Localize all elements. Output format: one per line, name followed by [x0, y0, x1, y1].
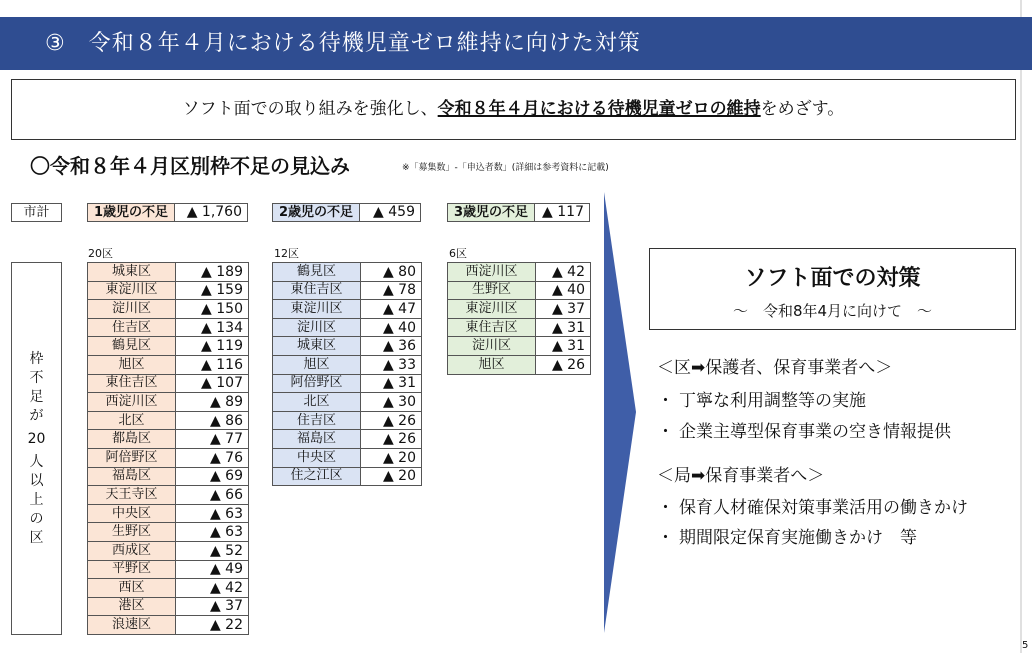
- ward-row: [88, 448, 249, 467]
- ward-row: [88, 616, 249, 635]
- vertical-label: [11, 262, 62, 635]
- ward-name: 東住吉区: [88, 374, 176, 393]
- ward-row: [88, 393, 249, 412]
- bullet-dot: ・: [657, 391, 674, 411]
- bullet-dot: ・: [657, 498, 674, 518]
- ward-name: 都島区: [88, 430, 176, 449]
- bullet-text: 丁寧な利用調整等の実施: [679, 391, 866, 411]
- bullet-text: 期間限定保育実施働きかけ 等: [679, 528, 917, 548]
- intro-before: ソフト面での取り組みを強化し、: [182, 99, 438, 119]
- intro-after: をめざす。: [760, 99, 845, 119]
- ward-name: 平野区: [88, 560, 176, 579]
- vertical-label-char: 枠: [29, 350, 44, 367]
- ward-row: [88, 467, 249, 486]
- shortage-value: ▲ 150: [176, 300, 249, 319]
- ward-row: [88, 430, 249, 449]
- shortage-value: ▲ 116: [176, 355, 249, 374]
- bullet-text: 企業主導型保育事業の空き情報提供: [679, 422, 951, 442]
- ward-row: [273, 263, 422, 282]
- shortage-value: ▲ 69: [176, 467, 249, 486]
- shortage-value: ▲ 30: [361, 393, 422, 412]
- ward-name: 鶴見区: [273, 263, 361, 282]
- bullet-item: [657, 493, 968, 518]
- age2-ward-count: 12区: [274, 247, 299, 260]
- vertical-label-char: 上: [29, 491, 44, 508]
- shortage-value: ▲ 20: [361, 467, 422, 486]
- vertical-label-char: 足: [29, 388, 44, 405]
- ward-row: [88, 355, 249, 374]
- ward-name: 東淀川区: [273, 300, 361, 319]
- shortage-value: ▲ 76: [176, 448, 249, 467]
- ward-row: [88, 597, 249, 616]
- intro-emphasis: 令和８年４月における待機児童ゼロの維持: [437, 99, 761, 119]
- age3-ward-table: [447, 262, 591, 375]
- shortage-value: ▲ 26: [361, 411, 422, 430]
- ward-name: 中央区: [273, 448, 361, 467]
- ward-name: 阿倍野区: [88, 448, 176, 467]
- ward-row: [448, 300, 591, 319]
- ward-row: [88, 411, 249, 430]
- ward-row: [88, 337, 249, 356]
- ward-name: 福島区: [88, 467, 176, 486]
- ward-row: [273, 467, 422, 486]
- ward-row: [88, 523, 249, 542]
- age1-ward-count: 20区: [88, 247, 113, 260]
- ward-row: [448, 355, 591, 374]
- group-header-bureau: ＜局➡保育事業者へ＞: [657, 466, 825, 486]
- shortage-value: ▲ 63: [176, 504, 249, 523]
- ward-row: [88, 504, 249, 523]
- shortage-value: ▲ 80: [361, 263, 422, 282]
- age2-ward-table: [272, 262, 422, 486]
- page-number: 5: [1022, 640, 1029, 651]
- shortage-value: ▲ 189: [176, 263, 249, 282]
- shortage-value: ▲ 119: [176, 337, 249, 356]
- ward-name: 鶴見区: [88, 337, 176, 356]
- intro-statement: [11, 79, 1016, 140]
- right-arrow-icon: [600, 190, 640, 635]
- city-total-label: 市計: [11, 203, 62, 222]
- shortage-value: ▲ 36: [361, 337, 422, 356]
- ward-row: [88, 560, 249, 579]
- ward-name: 北区: [273, 393, 361, 412]
- age2-label: 2歳児の不足: [272, 203, 360, 222]
- ward-name: 生野区: [448, 281, 536, 300]
- ward-row: [448, 281, 591, 300]
- ward-name: 淀川区: [448, 337, 536, 356]
- group-header-ward: ＜区➡保護者、保育事業者へ＞: [657, 358, 893, 378]
- bullet-item: [657, 386, 866, 411]
- ward-row: [88, 541, 249, 560]
- shortage-value: ▲ 31: [536, 337, 591, 356]
- vertical-label-char: 20: [27, 430, 46, 447]
- ward-row: [273, 374, 422, 393]
- page-title: ③ 令和８年４月における待機児童ゼロ維持に向けた対策: [45, 31, 641, 56]
- ward-name: 旭区: [273, 355, 361, 374]
- page-edge-rule: [1020, 0, 1022, 653]
- ward-name: 東住吉区: [273, 281, 361, 300]
- age1-total: ▲ 1,760: [174, 203, 248, 222]
- shortage-value: ▲ 134: [176, 318, 249, 337]
- vertical-label-char: の: [29, 510, 44, 527]
- ward-row: [88, 263, 249, 282]
- ward-name: 旭区: [448, 355, 536, 374]
- age3-ward-count: 6区: [449, 247, 467, 260]
- shortage-value: ▲ 66: [176, 486, 249, 505]
- shortage-value: ▲ 159: [176, 281, 249, 300]
- ward-row: [273, 448, 422, 467]
- age2-total: ▲ 459: [359, 203, 421, 222]
- age3-label: 3歳児の不足: [447, 203, 535, 222]
- vertical-label-char: が: [29, 407, 44, 424]
- bullet-dot: ・: [657, 422, 674, 442]
- shortage-value: ▲ 52: [176, 541, 249, 560]
- ward-name: 城東区: [273, 337, 361, 356]
- shortage-value: ▲ 20: [361, 448, 422, 467]
- age1-ward-table: [87, 262, 249, 635]
- ward-row: [88, 486, 249, 505]
- ward-name: 旭区: [88, 355, 176, 374]
- ward-name: 西淀川区: [88, 393, 176, 412]
- ward-name: 港区: [88, 597, 176, 616]
- ward-name: 東淀川区: [88, 281, 176, 300]
- shortage-value: ▲ 37: [536, 300, 591, 319]
- ward-row: [273, 300, 422, 319]
- shortage-value: ▲ 37: [176, 597, 249, 616]
- ward-name: 西区: [88, 579, 176, 598]
- countermeasure-title: ソフト面での対策: [744, 266, 921, 291]
- ward-name: 天王寺区: [88, 486, 176, 505]
- vertical-label-char: 不: [29, 369, 44, 386]
- ward-row: [88, 318, 249, 337]
- ward-row: [273, 355, 422, 374]
- ward-row: [273, 393, 422, 412]
- ward-name: 福島区: [273, 430, 361, 449]
- age1-label: 1歳児の不足: [87, 203, 175, 222]
- ward-name: 東淀川区: [448, 300, 536, 319]
- ward-name: 住吉区: [273, 411, 361, 430]
- ward-name: 西成区: [88, 541, 176, 560]
- shortage-value: ▲ 77: [176, 430, 249, 449]
- section-note: ※「募集数」-「申込者数」(詳細は参考資料に記載): [402, 163, 609, 173]
- shortage-value: ▲ 107: [176, 374, 249, 393]
- shortage-value: ▲ 40: [361, 318, 422, 337]
- shortage-value: ▲ 47: [361, 300, 422, 319]
- ward-row: [88, 300, 249, 319]
- shortage-value: ▲ 63: [176, 523, 249, 542]
- shortage-value: ▲ 42: [176, 579, 249, 598]
- ward-name: 住之江区: [273, 467, 361, 486]
- bullet-item: [657, 523, 917, 548]
- ward-row: [273, 337, 422, 356]
- bullet-dot: ・: [657, 528, 674, 548]
- shortage-value: ▲ 22: [176, 616, 249, 635]
- ward-row: [273, 411, 422, 430]
- shortage-value: ▲ 78: [361, 281, 422, 300]
- shortage-value: ▲ 89: [176, 393, 249, 412]
- countermeasure-box: [649, 248, 1016, 330]
- shortage-value: ▲ 40: [536, 281, 591, 300]
- ward-name: 中央区: [88, 504, 176, 523]
- ward-row: [448, 337, 591, 356]
- ward-row: [273, 318, 422, 337]
- vertical-label-char: 人: [29, 453, 44, 470]
- shortage-value: ▲ 33: [361, 355, 422, 374]
- vertical-label-char: 区: [29, 529, 44, 546]
- ward-name: 淀川区: [273, 318, 361, 337]
- countermeasure-subtitle: ～ 令和8年4月に向けて ～: [732, 302, 933, 320]
- ward-name: 浪速区: [88, 616, 176, 635]
- bullet-item: [657, 417, 951, 442]
- shortage-value: ▲ 86: [176, 411, 249, 430]
- ward-name: 阿倍野区: [273, 374, 361, 393]
- ward-name: 東住吉区: [448, 318, 536, 337]
- shortage-value: ▲ 42: [536, 263, 591, 282]
- bullet-text: 保育人材確保対策事業活用の働きかけ: [679, 498, 968, 518]
- shortage-value: ▲ 49: [176, 560, 249, 579]
- ward-row: [88, 579, 249, 598]
- ward-row: [88, 281, 249, 300]
- age3-total: ▲ 117: [534, 203, 590, 222]
- shortage-value: ▲ 26: [361, 430, 422, 449]
- shortage-value: ▲ 31: [536, 318, 591, 337]
- ward-row: [448, 318, 591, 337]
- ward-name: 北区: [88, 411, 176, 430]
- section-heading: 〇令和８年４月区別枠不足の見込み: [30, 154, 350, 178]
- ward-name: 住吉区: [88, 318, 176, 337]
- ward-name: 生野区: [88, 523, 176, 542]
- vertical-label-char: 以: [29, 472, 44, 489]
- shortage-value: ▲ 31: [361, 374, 422, 393]
- ward-name: 淀川区: [88, 300, 176, 319]
- ward-row: [88, 374, 249, 393]
- ward-row: [273, 430, 422, 449]
- ward-row: [273, 281, 422, 300]
- ward-name: 城東区: [88, 263, 176, 282]
- ward-name: 西淀川区: [448, 263, 536, 282]
- shortage-value: ▲ 26: [536, 355, 591, 374]
- ward-row: [448, 263, 591, 282]
